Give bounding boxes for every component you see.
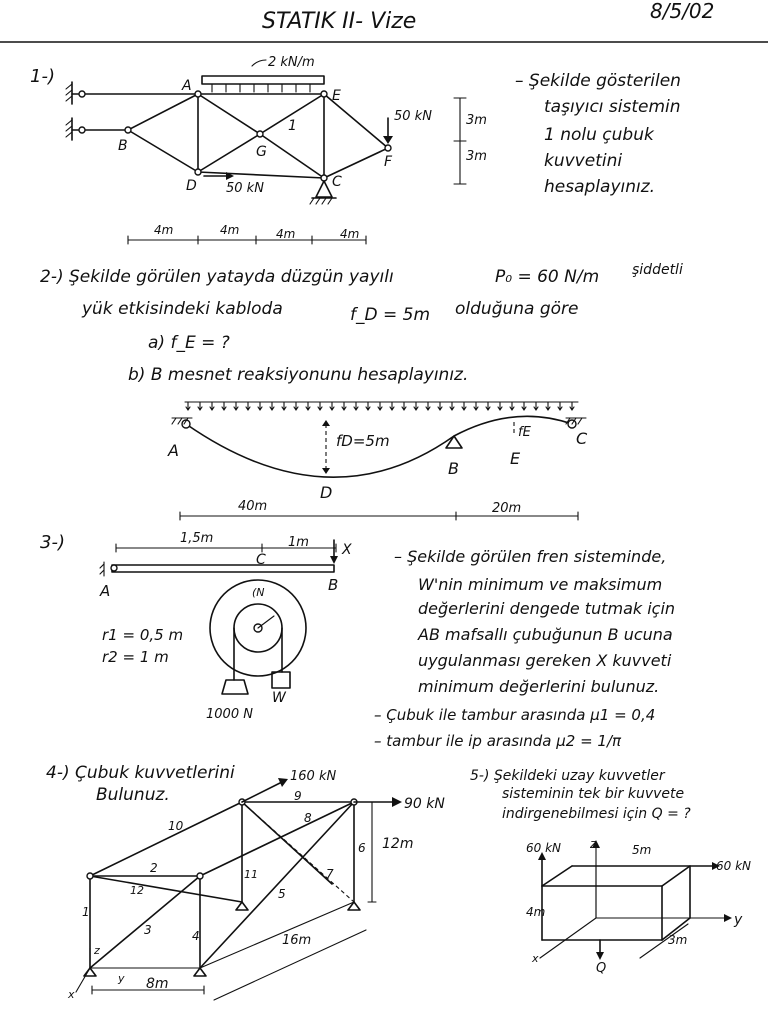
q4-member-3: 3 <box>144 923 152 937</box>
q1-horizontal-dimension <box>128 223 366 244</box>
q2-label-C: C <box>576 429 588 448</box>
q3-label-B: B <box>328 576 339 594</box>
q1-span-4: 4m <box>340 227 360 241</box>
q3-text-line-4: AB mafsallı çubuğunun B ucuna <box>418 625 673 644</box>
q4-title-line-1: 4-) Çubuk kuvvetlerini <box>46 763 235 783</box>
q5-line-3: indirgenebilmesi için Q = ? <box>502 806 691 822</box>
q2-dim-40: 40m <box>238 499 268 514</box>
q5-line-2: sisteminin tek bir kuvvete <box>502 786 685 802</box>
question-4 <box>46 763 445 1001</box>
q1-force-D <box>204 172 264 196</box>
q1-node-D: D <box>186 178 197 194</box>
q5-box-diagram <box>526 837 751 976</box>
q3-brake-diagram <box>99 540 352 722</box>
q2-label-fD: fD=5m <box>336 432 390 450</box>
q3-dim-1: 1,5m <box>180 531 214 546</box>
page-title: STATIK II- Vize <box>262 9 417 34</box>
q2-label-D: D <box>320 483 333 502</box>
question-3 <box>40 531 675 750</box>
q4-member-8: 8 <box>304 811 312 825</box>
q1-node-B: B <box>118 138 128 154</box>
q3-r2: r2 = 1 m <box>102 648 169 666</box>
q2-label-A: A <box>168 441 179 460</box>
q2-label-E: E <box>510 449 521 468</box>
exam-date: 8/5/02 <box>650 0 715 23</box>
question-1 <box>30 55 681 244</box>
q3-text-line-3: değerlerini dengede tutmak için <box>418 599 676 618</box>
q5-dim-3: 3m <box>668 933 688 947</box>
q2-line-2c: olduğuna göre <box>455 299 579 319</box>
q2-label-B: B <box>448 459 459 478</box>
q5-axis-z: z <box>590 837 597 851</box>
q4-member-11: 11 <box>244 868 258 881</box>
q5-force-Q: Q <box>596 961 607 976</box>
q5-axis-y: y <box>734 912 743 928</box>
q3-dim-2: 1m <box>288 535 309 550</box>
q3-text-line-1: – Şekilde görülen fren sisteminde, <box>394 547 667 566</box>
q3-label-W: W <box>272 690 286 706</box>
q4-member-1: 1 <box>82 905 90 919</box>
q3-text-line-2: W'nin minimum ve maksimum <box>418 575 663 594</box>
q1-member-1: 1 <box>288 118 297 134</box>
q4-member-12: 12 <box>130 884 144 897</box>
q2-dimensions <box>180 499 578 520</box>
question-5 <box>470 768 751 976</box>
q4-member-10: 10 <box>168 819 184 833</box>
q4-member-7: 7 <box>326 867 334 881</box>
q4-member-9: 9 <box>294 789 302 803</box>
q4-dim-16: 16m <box>282 933 312 948</box>
q4-title-line-2: Bulunuz. <box>96 785 170 805</box>
q5-axis-x: x <box>532 952 539 965</box>
q3-mu-2: – tambur ile ip arasında μ2 = 1/π <box>374 732 622 750</box>
q4-force-90: 90 kN <box>404 796 445 812</box>
q4-axis-x: x <box>68 988 75 1001</box>
q3-label-C: C <box>256 552 266 568</box>
q4-axis-z: z <box>94 944 100 957</box>
q5-line-1: 5-) Şekildeki uzay kuvvetler <box>470 768 665 784</box>
q1-vertical-dimension <box>454 98 487 184</box>
q2-cable-diagram <box>167 402 588 502</box>
q2-line-2b: f_D = 5m <box>350 305 431 325</box>
q2-line-2a: yük etkisindeki kabloda <box>82 299 283 319</box>
q1-dim-bottom: 3m <box>466 149 487 164</box>
q4-dim-8: 8m <box>146 976 169 992</box>
q5-force-right: 60 kN <box>716 859 752 873</box>
q3-label-X: X <box>342 542 352 558</box>
q4-dim-12: 12m <box>382 836 414 852</box>
q1-dim-top: 3m <box>466 113 487 128</box>
q4-axis-y: y <box>118 972 125 985</box>
q3-dimensions <box>116 531 336 552</box>
q3-weight: 1000 N <box>206 707 253 722</box>
q1-pin-supports <box>66 82 198 140</box>
q1-span-2: 4m <box>220 223 240 237</box>
q4-member-6: 6 <box>358 841 366 855</box>
q3-text-line-6: minimum değerlerini bulunuz. <box>418 677 660 696</box>
q1-text-line-2: taşıyıcı sistemin <box>544 97 681 117</box>
q3-label-N: (N <box>252 586 265 599</box>
q5-dim-4: 4m <box>526 905 546 919</box>
q1-text-line-5: hesaplayınız. <box>544 177 656 197</box>
q2-line-1a: 2-) Şekilde görülen yatayda düzgün yayılı <box>40 267 394 287</box>
q5-force-left: 60 kN <box>526 841 562 855</box>
question-2 <box>40 262 683 520</box>
q1-text-line-4: kuvvetini <box>544 151 623 171</box>
q3-text-line-5: uygulanması gereken X kuvveti <box>418 651 672 670</box>
q1-node-A: A <box>182 78 192 94</box>
q5-dim-5: 5m <box>632 843 652 857</box>
q4-member-5: 5 <box>278 887 286 901</box>
q1-text-line-3: 1 nolu çubuk <box>544 125 654 145</box>
q1-number: 1-) <box>30 66 55 87</box>
q1-force-F-label: 50 kN <box>394 109 432 124</box>
q3-r1: r1 = 0,5 m <box>102 626 184 644</box>
q1-force-D-label: 50 kN <box>226 181 264 196</box>
q4-member-4: 4 <box>192 929 200 943</box>
q1-distributed-load <box>202 55 324 92</box>
q1-force-F <box>383 109 432 144</box>
q1-node-F: F <box>384 154 393 170</box>
q2-label-fE: fE <box>518 425 531 440</box>
q1-span-3: 4m <box>276 227 296 241</box>
q2-item-b: b) B mesnet reaksiyonunu hesaplayınız. <box>128 365 469 385</box>
q1-node-E: E <box>332 88 341 104</box>
q2-item-a: a) f_E = ? <box>148 333 230 353</box>
q1-node-G: G <box>256 144 267 160</box>
q4-force-160: 160 kN <box>290 769 337 784</box>
q4-member-2: 2 <box>150 861 158 875</box>
q2-line-1c: şiddetli <box>632 262 683 278</box>
q2-line-1b: P₀ = 60 N/m <box>495 267 600 287</box>
q1-span-1: 4m <box>154 223 174 237</box>
q2-dim-20: 20m <box>492 501 522 516</box>
q1-node-C: C <box>332 174 342 190</box>
q3-number: 3-) <box>40 532 65 553</box>
q3-label-A: A <box>100 582 111 600</box>
q1-load-label: 2 kN/m <box>268 55 315 70</box>
q3-mu-1: – Çubuk ile tambur arasında μ1 = 0,4 <box>374 706 656 724</box>
q1-text-line-1: – Şekilde gösterilen <box>515 71 681 91</box>
